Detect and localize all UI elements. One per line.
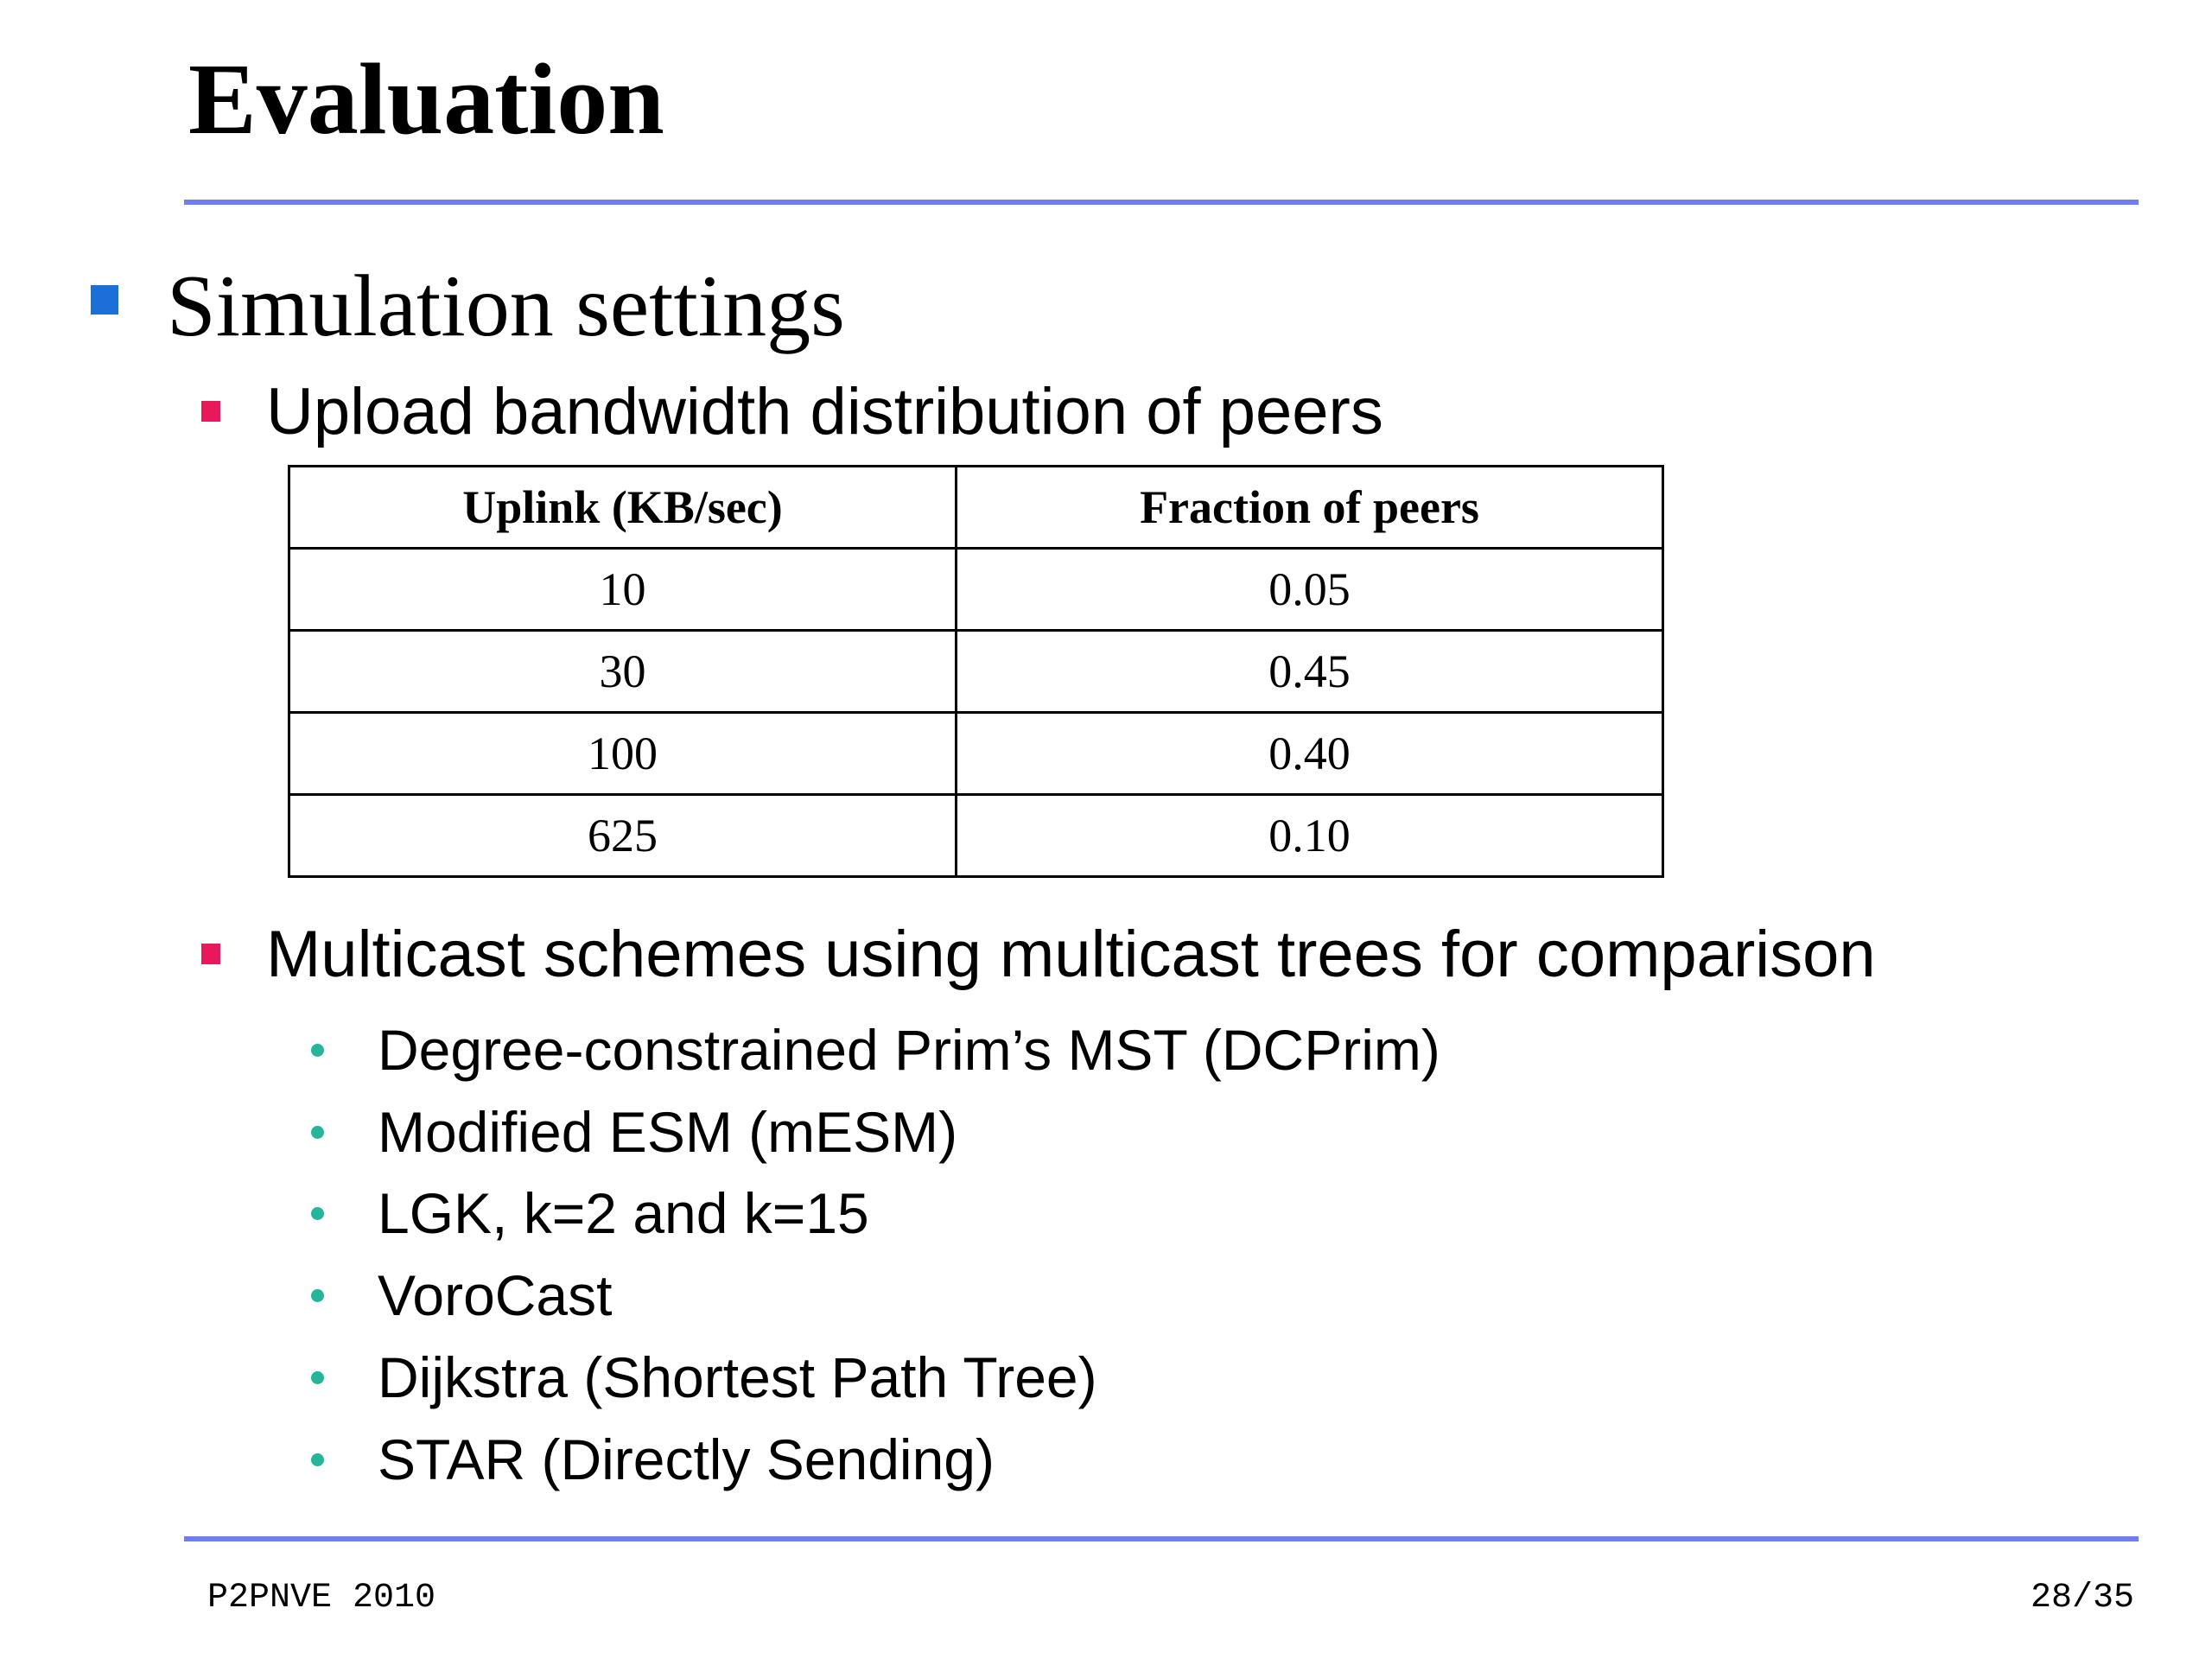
level3-bullet-icon [311,1044,324,1057]
level2-bullet-icon [201,401,220,422]
table-row [289,713,1663,795]
fraction-cell: 0.45 [957,631,1663,713]
level3-bullet-icon [311,1126,324,1139]
uplink-cell: 100 [289,713,957,795]
bandwidth-label: Upload bandwidth distribution of peers [266,375,1383,448]
fraction-cell: 0.40 [957,713,1663,795]
fraction-cell: 0.05 [957,549,1663,631]
scheme-item: Degree-constrained Prim’s MST (DCPrim) [378,1018,1440,1082]
uplink-cell: 625 [289,795,957,877]
slide-title: Evaluation [188,42,664,156]
scheme-item: STAR (Directly Sending) [378,1427,995,1491]
level1-bullet-icon [91,285,118,315]
table-row [289,795,1663,877]
page-number: 28/35 [2031,1579,2135,1618]
table-row [289,549,1663,631]
footer-divider [184,1536,2139,1541]
footer-conference: P2PNVE 2010 [207,1579,436,1618]
table-header-row [289,467,1663,549]
level3-bullet-icon [311,1371,324,1384]
level2-bullet-icon [201,944,220,964]
level3-bullet-icon [311,1289,324,1302]
schemes-label: Multicast schemes using multicast trees for comparison [266,918,1876,991]
scheme-item: VoroCast [378,1263,613,1327]
table-header-fraction: Fraction of peers [957,467,1663,549]
title-divider [184,200,2139,205]
scheme-item: LGK, k=2 and k=15 [378,1181,869,1245]
fraction-cell: 0.10 [957,795,1663,877]
table-header-uplink: Uplink (KB/sec) [289,467,957,549]
uplink-cell: 10 [289,549,957,631]
level3-bullet-icon [311,1453,324,1466]
scheme-item: Modified ESM (mESM) [378,1100,958,1164]
bandwidth-table [288,465,1664,878]
uplink-cell: 30 [289,631,957,713]
level3-bullet-icon [311,1207,324,1220]
table-row [289,631,1663,713]
section-heading: Simulation settings [167,257,845,355]
scheme-item: Dijkstra (Shortest Path Tree) [378,1345,1097,1409]
